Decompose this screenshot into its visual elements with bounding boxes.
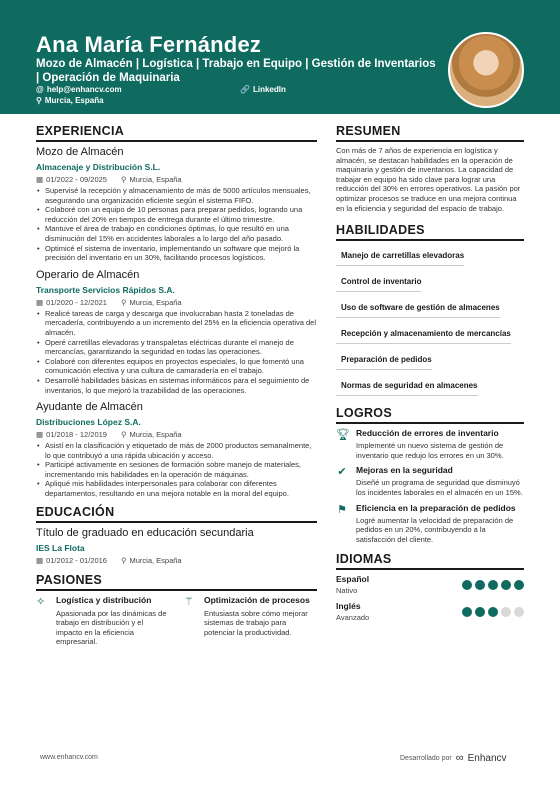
summary-section-title: RESUMEN [336, 124, 524, 142]
achievement-desc: Logré aumentar la velocidad de preparación de pedidos en un 20%, contribuyendo a la satisfacción del cliente. [356, 515, 514, 544]
infinity-logo-icon: ∞ [455, 752, 464, 764]
proficiency-dot-empty [514, 607, 524, 617]
achievement-title: Mejoras en la seguridad [356, 465, 453, 476]
proficiency-dot-filled [501, 580, 511, 590]
education-entry [36, 527, 317, 565]
experience-section-title: EXPERIENCIA [36, 124, 317, 142]
company-name: Almacenaje y Distribución S.L. [36, 162, 161, 172]
trophy-icon: 🏆︎ [336, 429, 350, 442]
language-level: Avanzado [336, 613, 370, 623]
job-meta [36, 430, 317, 439]
job-meta [36, 298, 317, 307]
resume-header [0, 0, 560, 114]
company-name: Distribuciones López S.A. [36, 417, 141, 428]
languages-section-title: IDIOMAS [336, 552, 524, 570]
job-dates: 01/2022 - 09/2025 [46, 175, 107, 184]
passion-item [36, 595, 168, 647]
wand-sparkle-icon: ⚚ [184, 595, 194, 608]
language-name: Inglés [336, 601, 361, 612]
skill-tag: Uso de software de gestión de almacenes [336, 298, 500, 318]
calendar-icon: ▦ [36, 555, 44, 565]
job-location: Murcia, España [129, 175, 182, 184]
email-text: help@enhancv.com [46, 85, 122, 94]
job-bullet: • Colaboré con un equipo de 10 personas para preparar pedidos, logrando una reducción del 20% en tiempos de entrega durante el último trimestre. [36, 205, 317, 224]
left-column [36, 124, 317, 647]
candidate-name: Ana María Fernández [36, 32, 262, 57]
job-bullet: • Mantuve el área de trabajo en condiciones óptimas, lo que resultó en una disminución del 15% en accidentes laborales a lo largo del año pasado. [36, 224, 317, 243]
job-meta [36, 175, 317, 184]
skills-section-title: HABILIDADES [336, 223, 524, 241]
location-pin-icon: ⚲ [120, 297, 127, 307]
location-pin-icon: ⚲ [36, 96, 42, 105]
right-column [336, 124, 524, 628]
job-bullet: • Operé carretillas elevadoras y transpaletas eléctricas durante el manejo de mercancías, garantizando la seguridad en todas las operaciones. [36, 338, 317, 357]
passion-item [184, 595, 316, 647]
job-location: Murcia, España [129, 430, 182, 440]
proficiency-dot-filled [488, 607, 498, 617]
achievement-title: Reducción de errores de inventario [356, 428, 499, 439]
job-entry [36, 269, 317, 395]
proficiency-dot-filled [475, 607, 485, 617]
footer-brand: Enhancv [467, 752, 507, 764]
achievement-item [336, 428, 524, 460]
job-dates: 01/2018 - 12/2019 [46, 430, 107, 440]
passions-section-title: PASIONES [36, 573, 317, 591]
skill-tag: Manejo de carretillas elevadoras [336, 246, 464, 266]
summary-text: Con más de 7 años de experiencia en logística y almacén, se destacan habilidades en la operación de maquinaria y gestión de inventarios. La capacidad de trabajar en equipo ha sido clave para lograr una reducción del 30% en errores operativos. La pasión por optimizar procesos se traduce en una mejora continua en la eficiencia y seguridad del espacio de trabajo. [336, 146, 521, 213]
language-item [336, 601, 524, 622]
proficiency-dot-filled [488, 580, 498, 590]
school-name: IES La Flota [36, 542, 85, 553]
job-bullets [36, 186, 317, 263]
link-icon: 🔗 [240, 85, 250, 94]
job-title: Operario de Almacén [36, 268, 140, 281]
location-pin-icon: ⚲ [120, 555, 127, 565]
passions-list [36, 595, 317, 647]
linkedin-text: LinkedIn [252, 85, 286, 94]
footer-credit [400, 752, 507, 764]
candidate-headline: Mozo de Almacén | Logística | Trabajo en Equipo | Gestión de Inventarios | Operación de Maquinaria [36, 58, 436, 84]
proficiency-dot-filled [475, 580, 485, 590]
company-name: Transporte Servicios Rápidos S.A. [36, 284, 175, 295]
job-bullet: • Colaboré con diferentes equipos en proyectos especiales, lo que fomentó una comunicación efectiva y una cultura de camaradería en el trabajo. [36, 357, 317, 376]
achievements-section-title: LOGROS [336, 406, 524, 424]
achievement-title: Eficiencia en la preparación de pedidos [356, 502, 516, 513]
language-name: Español [336, 574, 370, 585]
job-title: Ayudante de Almacén [36, 401, 143, 414]
education-dates: 01/2012 - 01/2016 [46, 555, 107, 565]
language-item [336, 574, 524, 595]
education-section-title: EDUCACIÓN [36, 505, 317, 523]
job-entry [36, 401, 317, 499]
job-bullet: • Desarrollé habilidades básicas en sistemas informáticos para el seguimiento de inventarios, lo que mejoró la trazabilidad de las operaciones. [36, 376, 317, 395]
email-contact[interactable] [36, 85, 122, 94]
skills-list [336, 245, 524, 401]
degree-title: Título de graduado en educación secundaria [36, 526, 254, 539]
skill-tag: Normas de seguridad en almacenes [336, 376, 478, 396]
job-bullet: • Supervisé la recepción y almacenamiento de más de 5000 artículos mensuales, asegurando una organización eficiente según el sistema FIFO. [36, 186, 317, 205]
proficiency-dot-filled [462, 607, 472, 617]
proficiency-dots [462, 607, 524, 617]
location-text: Murcia, España [44, 96, 104, 105]
flag-icon: ⚑ [337, 503, 347, 516]
calendar-icon: ▦ [36, 175, 44, 184]
proficiency-dot-filled [462, 580, 472, 590]
passion-title: Logística y distribución [56, 594, 152, 605]
job-bullet: • Optimicé el sistema de inventario, implementando un software que mejoró la precisión del inventario en un 30%, facilitando procesos logísticos. [36, 244, 317, 263]
calendar-icon: ▦ [36, 297, 44, 307]
job-bullet: • Apliqué mis habilidades interpersonales para colaborar con diferentes departamentos, resultando en una mejora notable en la moral del equipo. [36, 479, 317, 498]
job-bullets [36, 441, 317, 499]
job-location: Murcia, España [129, 297, 182, 307]
at-icon: @ [36, 85, 44, 94]
language-level: Nativo [336, 586, 358, 596]
achievement-item [336, 465, 524, 497]
job-bullet: • Asistí en la clasificación y etiquetado de más de 2000 productos semanalmente, lo que contribuyó a una rápida ubicación y acceso. [36, 441, 317, 460]
job-bullet: • Realicé tareas de carga y descarga que involucraban hasta 2 toneladas de mercadería, contribuyendo a un incremento del 25% en la eficiencia operativa del almacén. [36, 309, 317, 338]
job-entry [36, 146, 317, 263]
passion-title: Optimización de procesos [204, 594, 310, 605]
job-title: Mozo de Almacén [36, 146, 124, 158]
achievement-desc: Diseñé un programa de seguridad que disminuyó los incidentes laborales en el almacén en un 15%. [356, 478, 523, 497]
calendar-icon: ▦ [36, 430, 44, 440]
education-location: Murcia, España [129, 555, 182, 565]
passion-desc: Apasionada por las dinámicas de trabajo en distribución y el impacto en la eficiencia empresarial. [56, 608, 167, 647]
achievement-item [336, 503, 524, 545]
job-bullets [36, 309, 317, 395]
proficiency-dots [462, 580, 524, 590]
achievement-desc: Implementé un nuevo sistema de gestión de inventario que redujo los errores en un 30%. [356, 441, 504, 460]
education-meta [36, 556, 317, 565]
proficiency-dot-empty [501, 607, 511, 617]
job-dates: 01/2020 - 12/2021 [46, 297, 107, 307]
magic-wand-icon: ✧ [36, 595, 46, 608]
job-bullet: • Participé activamente en sesiones de formación sobre manejo de materiales, incrementando mis habilidades en la operación de máquinas. [36, 460, 317, 479]
location-pin-icon: ⚲ [120, 430, 127, 440]
footer-credit-text: Desarrollado por [400, 754, 452, 762]
location-contact [36, 96, 104, 105]
location-pin-icon: ⚲ [120, 175, 127, 184]
linkedin-contact[interactable] [240, 85, 286, 94]
checkmark-icon: ✔ [337, 466, 347, 479]
passion-desc: Entusiasta sobre cómo mejorar sistemas de trabajo para potenciar la productividad. [204, 608, 308, 637]
footer-website[interactable]: www.enhancv.com [40, 754, 98, 761]
profile-photo [448, 32, 524, 108]
skill-tag: Recepción y almacenamiento de mercancías [336, 324, 511, 344]
skill-tag: Control de inventario [336, 272, 421, 292]
proficiency-dot-filled [514, 580, 524, 590]
skill-tag: Preparación de pedidos [336, 350, 432, 370]
